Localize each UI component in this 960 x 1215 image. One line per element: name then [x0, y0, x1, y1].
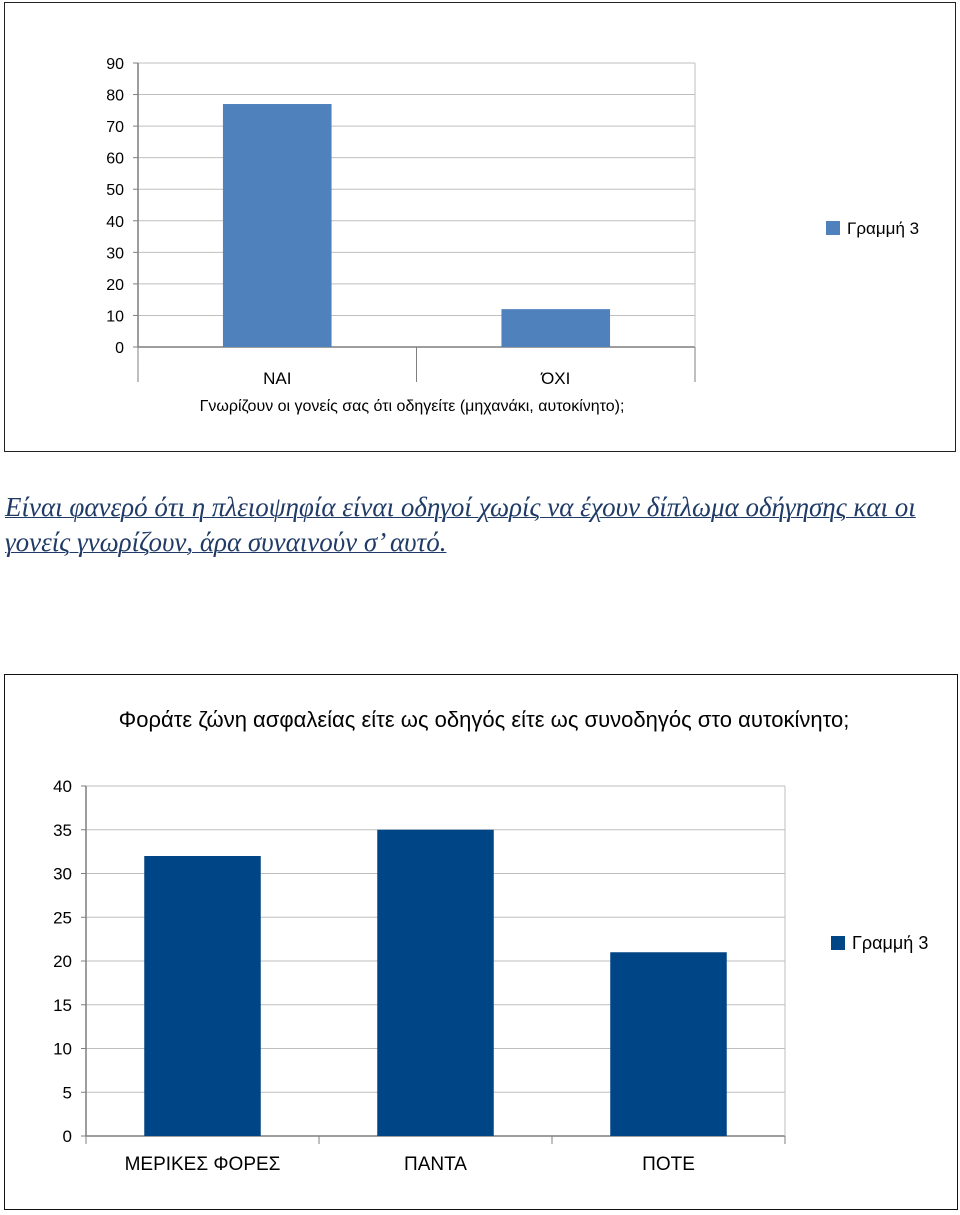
bar-1 — [144, 856, 261, 1136]
y-tick-label: 90 — [106, 56, 124, 73]
category-label: ΝΑΙ — [263, 369, 292, 388]
category-label: ΌΧΙ — [541, 369, 571, 388]
legend-swatch — [831, 936, 845, 950]
y-tick-label: 5 — [62, 1083, 72, 1103]
y-tick-label: 10 — [53, 1039, 72, 1059]
x-axis-label: Γνωρίζουν οι γονείς σας ότι οδηγείτε (μηχανάκι, αυτοκίνητο); — [199, 398, 625, 415]
legend-label: Γραμμή 3 — [852, 933, 929, 953]
y-tick-label: 25 — [53, 908, 72, 928]
category-label: ΠΟΤΕ — [642, 1154, 695, 1175]
y-tick-label: 40 — [106, 213, 124, 231]
bar-1 — [223, 104, 332, 347]
legend-label: Γραμμή 3 — [847, 219, 920, 238]
y-tick-label: 30 — [53, 864, 72, 884]
y-tick-label: 30 — [106, 245, 124, 263]
chart-seatbelt-svg — [5, 675, 959, 1211]
category-label: ΜΕΡΙΚΕΣ ΦΟΡΕΣ — [124, 1154, 281, 1175]
y-tick-label: 80 — [106, 87, 124, 105]
bar-2 — [377, 830, 494, 1136]
y-tick-label: 35 — [53, 820, 72, 840]
category-label: ΠΑΝΤΑ — [404, 1154, 467, 1175]
y-tick-label: 10 — [106, 308, 124, 326]
bar-3 — [610, 952, 727, 1136]
y-tick-label: 20 — [53, 952, 72, 971]
y-tick-label: 15 — [53, 995, 72, 1015]
chart-parents-know — [4, 2, 956, 452]
y-tick-label: 20 — [106, 276, 124, 294]
legend-swatch — [826, 221, 840, 235]
chart-title: Φοράτε ζώνη ασφαλείας είτε ως οδηγός είτε ως συνοδηγός στο αυτοκίνητο; — [118, 707, 850, 732]
y-tick-label: 70 — [106, 119, 124, 137]
y-tick-label: 40 — [53, 777, 72, 796]
y-tick-label: 0 — [115, 340, 124, 357]
y-tick-label: 50 — [106, 182, 124, 200]
y-tick-label: 60 — [106, 150, 124, 168]
conclusion-text: Είναι φανερό ότι η πλειοψηφία είναι οδηγοί χωρίς να έχουν δίπλωμα οδήγησης και οι γονείς γνωρίζουν, άρα συναινούν σ’ αυτό. — [5, 492, 916, 557]
chart-seatbelt — [4, 674, 958, 1210]
chart-parents-know-svg — [5, 3, 957, 453]
bar-2 — [501, 309, 610, 347]
y-tick-label: 0 — [62, 1127, 72, 1146]
